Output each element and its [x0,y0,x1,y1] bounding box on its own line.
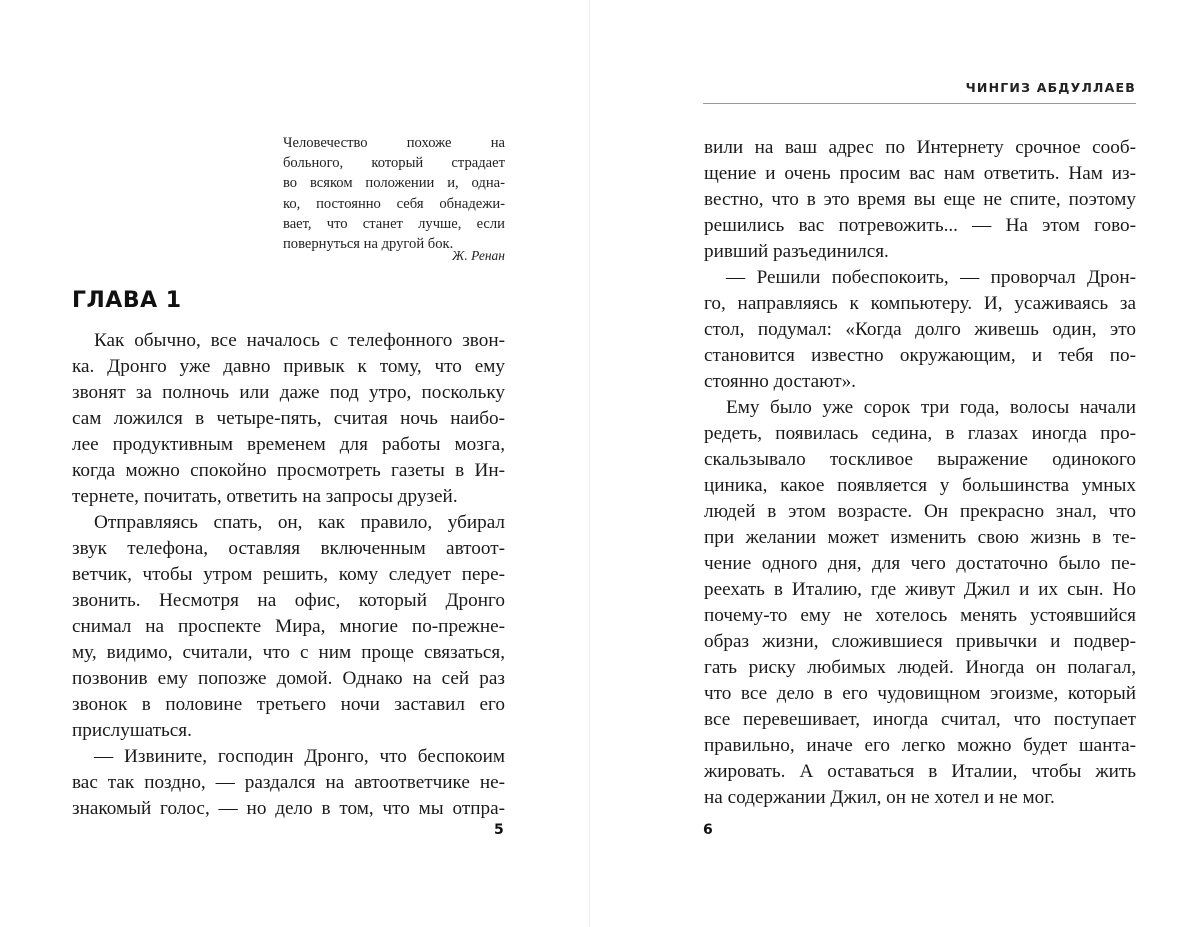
text-line: прислушаться. [72,720,192,741]
text-line: чение одного дня, для чего достаточно было пе- [704,553,1136,574]
text-line: что все дело в его чудовищном эгоизме, который [704,683,1136,704]
text-line: звонят за полночь или даже под утро, поскольку [72,382,505,403]
text-line: почему-то ему не хотелось менять устоявшийся [704,605,1136,626]
text-line: редеть, появилась седина, в глазах иногда про- [704,423,1136,444]
text-line: гать риску любимых людей. Иногда он полагал, [704,657,1136,678]
left-page-body [72,328,505,822]
text-line: звук телефона, оставляя включенным автоот- [72,538,505,559]
text-line: образ жизни, сложившиеся привычки и подвер- [704,631,1136,652]
text-line: лее продуктивным временем для работы мозга, [72,434,505,455]
text-line: стол, подумал: «Когда долго живешь один, это [704,319,1136,340]
text-line: решились вас потревожить... — На этом гово- [704,215,1136,236]
epigraph-line: ко, постоянно себя обнадежи- [283,195,505,212]
epigraph-line: повернуться на другой бок. [283,236,454,253]
text-line: ветчик, чтобы утром решить, кому следует пере- [72,564,505,585]
text-line: становится известно окружающим, и тебя по- [704,345,1136,366]
text-line: сам ложился в четыре-пять, считая ночь наибо- [72,408,505,429]
epigraph-author: Ж. Ренан [451,248,505,263]
running-header: ЧИНГИЗ АБДУЛЛАЕВ [965,80,1136,95]
text-line: Как обычно, все началось с телефонного звон- [94,330,505,351]
chapter-title: ГЛАВА 1 [72,288,182,313]
epigraph-line: Человечество похоже на [283,135,505,151]
text-line: звонить. Несмотря на офис, который Дронго [72,590,505,611]
text-line: снимал на проспекте Мира, многие по-прежне- [72,616,505,637]
text-line: знакомый голос, — но дело в том, что мы отпра- [72,798,505,819]
spine-gutter [589,0,590,927]
text-line: на содержании Джил, он не хотел и не мог. [704,787,1055,808]
text-line: щение и очень просим вас нам ответить. Нам из- [704,163,1136,184]
text-line: реехать в Италию, где живут Джил и их сын. Но [704,579,1136,600]
text-line: при желании может изменить свою жизнь в те- [704,527,1136,548]
text-line: ривший разъединился. [704,241,889,262]
text-line: правильно, иначе его легко можно будет шанта- [704,735,1136,756]
text-line: вили на ваш адрес по Интернету срочное сооб- [704,137,1136,158]
epigraph-line: во всяком положении и, одна- [283,175,505,192]
text-line: Отправляясь спать, он, как правило, убирал [94,512,505,533]
right-page-body [704,135,1136,811]
text-line: позвонив ему попозже домой. Однако на сей раз [72,668,505,689]
epigraph [283,133,505,254]
text-line: му, видимо, считали, что с ним проще связаться, [72,642,505,663]
text-line: все перевешивает, иногда считал, что поступает [704,709,1136,730]
text-line: когда можно спокойно просмотреть газеты в Ин- [72,460,505,481]
text-line: го, направляясь к компьютеру. И, усаживаясь за [704,293,1136,314]
text-line: тернете, почитать, ответить на запросы друзей. [72,486,458,507]
text-line: — Решили побеспокоить, — проворчал Дрон- [726,267,1136,288]
epigraph-line: больного, который страдает [283,155,505,172]
page-number: 6 [703,822,713,838]
text-line: жировать. А оставаться в Италии, чтобы жить [704,761,1136,782]
text-line: стоянно достают». [704,371,856,392]
text-line: вас так поздно, — раздался на автоответчике не- [72,772,505,793]
text-line: звонок в половине третьего ночи заставил его [72,694,505,715]
text-line: ка. Дронго уже давно привык к тому, что ему [72,356,505,377]
text-line: людей в этом возрасте. Он прекрасно знал, что [704,501,1136,522]
text-line: циника, какое появляется у большинства умных [704,475,1136,496]
text-line: вестно, что в это время вы еще не спите, поэтому [704,189,1136,210]
page-number: 5 [494,822,504,838]
text-line: Ему было уже сорок три года, волосы начали [726,397,1136,418]
epigraph-line: вает, что станет лучше, если [283,215,505,232]
left-page [0,0,590,927]
text-line: — Извините, господин Дронго, что беспокоим [94,746,505,767]
header-rule [703,103,1136,104]
text-line: скальзывало тоскливое выражение одинокого [704,449,1136,470]
